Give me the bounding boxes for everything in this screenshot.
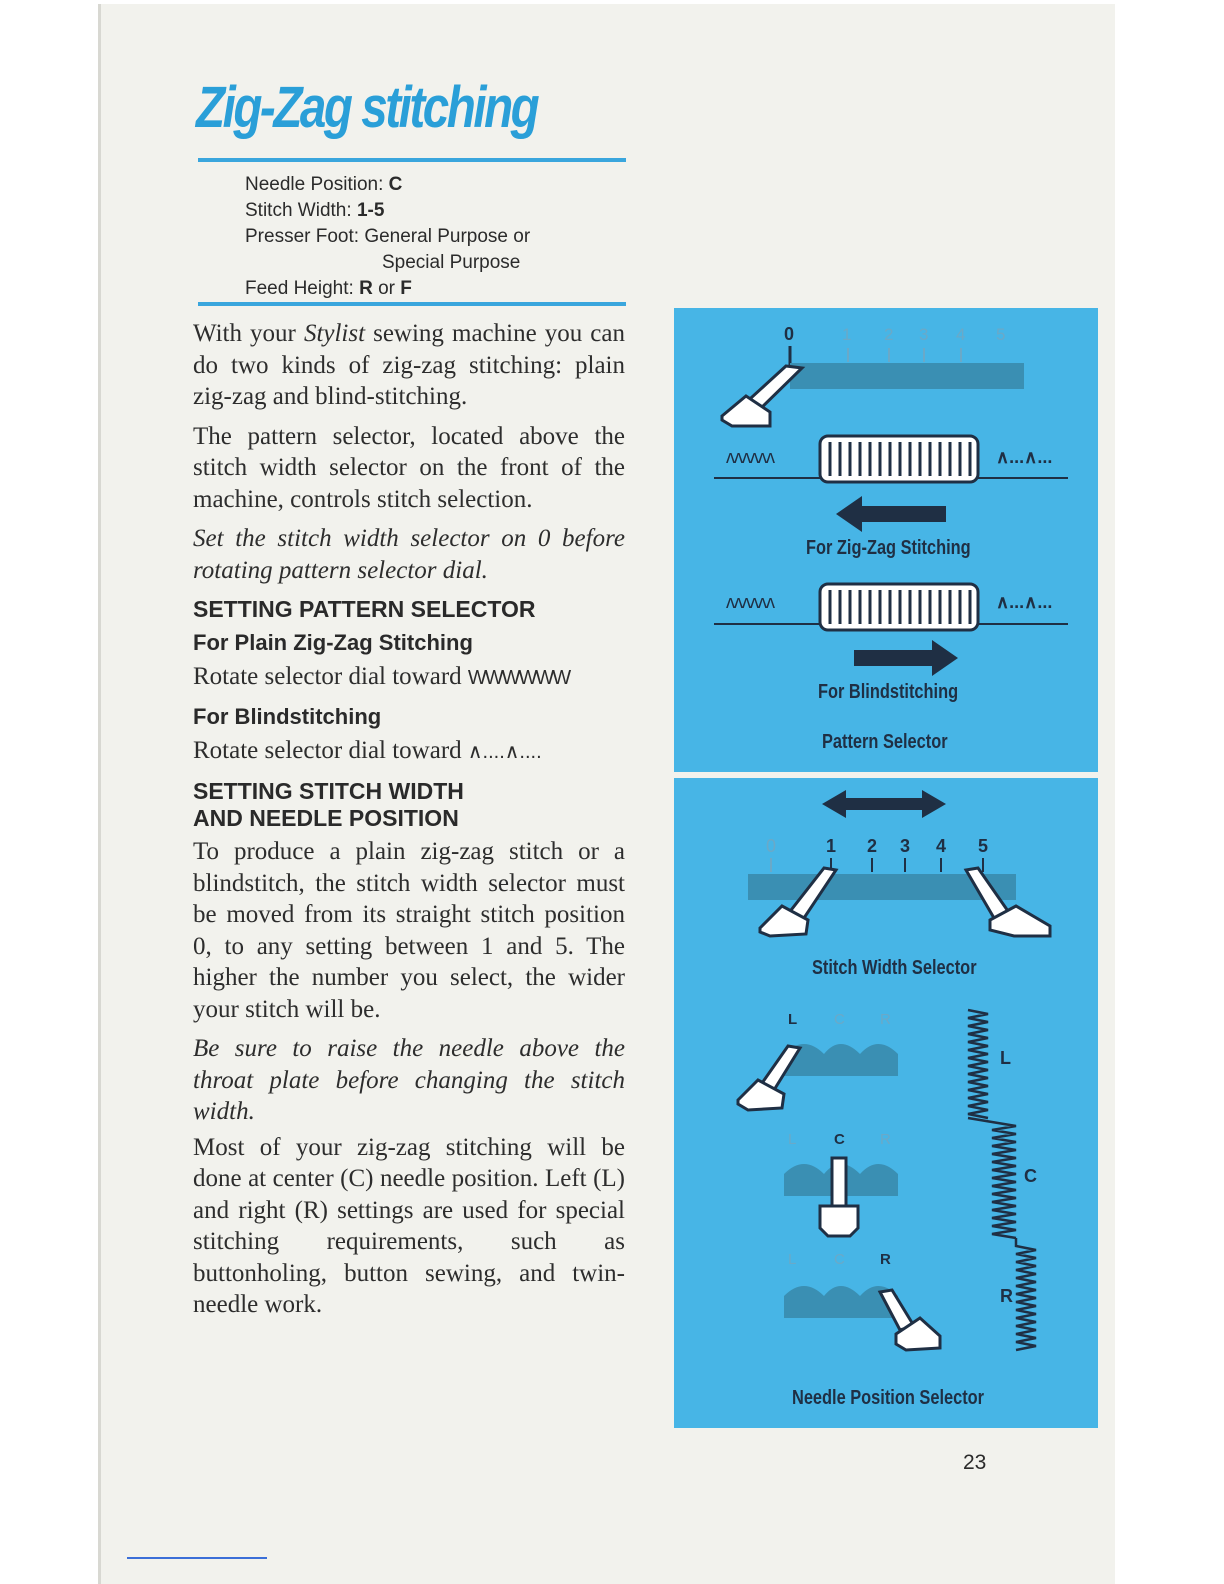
needle-lever-right-icon xyxy=(880,1290,940,1350)
scale-number-5: 5 xyxy=(996,325,1006,344)
presser-foot-row-2: Special Purpose xyxy=(382,252,521,273)
width-number-3: 3 xyxy=(900,836,911,856)
width-note: Set the stitch width selector on 0 before rotating pattern selector dial. xyxy=(193,525,625,584)
arrow-left-icon xyxy=(836,496,946,532)
needle-c-label-1: C xyxy=(834,1011,845,1028)
stitch-sample-label-c: C xyxy=(1024,1166,1037,1186)
page-number: 23 xyxy=(963,1451,987,1474)
settings-rule xyxy=(198,302,626,306)
plain-zigzag-instruction: Rotate selector dial toward WWWWWW xyxy=(193,663,570,690)
title-rule xyxy=(198,158,626,162)
bottom-rule xyxy=(127,1557,267,1559)
scale-number-4: 4 xyxy=(956,325,966,344)
needle-c-label-2: C xyxy=(834,1131,845,1148)
caption-needle-position: Needle Position Selector xyxy=(792,1385,985,1409)
width-number-0: 0 xyxy=(766,836,777,856)
needle-position-row: Needle Position: C xyxy=(245,174,403,195)
stitch-width-figure xyxy=(674,778,1098,1428)
zigzag-symbol: WWWWWW xyxy=(467,667,570,689)
needle-l-label-1: L xyxy=(788,1011,798,1028)
pattern-dial-icon-top xyxy=(820,436,978,482)
stitch-width-row: Stitch Width: 1-5 xyxy=(245,200,385,221)
zigzag-symbol-top: ʌʌʌʌʌʌ xyxy=(726,447,774,467)
scale-number-0: 0 xyxy=(784,324,795,344)
width-needle-diagram xyxy=(674,778,1098,1428)
heading-pattern-selector: SETTING PATTERN SELECTOR xyxy=(193,596,536,622)
presser-foot-row: Presser Foot: General Purpose or xyxy=(245,226,531,247)
stitch-sample-label-l: L xyxy=(1000,1048,1011,1068)
lever-at-zero-icon xyxy=(722,366,802,426)
arrow-right-icon xyxy=(854,640,958,676)
scale-number-3: 3 xyxy=(919,325,929,344)
needle-r-label-1: R xyxy=(880,1011,891,1028)
pattern-selector-figure xyxy=(674,308,1098,772)
double-arrow-icon xyxy=(822,790,946,818)
subheading-blindstitching: For Blindstitching xyxy=(193,703,382,729)
zigzag-symbol-bottom: ʌʌʌʌʌʌ xyxy=(726,592,774,612)
heading-stitch-width: SETTING STITCH WIDTH AND NEEDLE POSITION xyxy=(193,778,464,831)
pattern-selector-diagram xyxy=(674,308,1098,772)
body-text xyxy=(193,318,625,1329)
page-title: Zig-Zag stitching xyxy=(196,75,538,140)
pattern-selector-paragraph: The pattern selector, located above the stitch width selector on the front of the machine, controls stitch selection. xyxy=(193,422,625,513)
needle-lever-left-icon xyxy=(738,1046,800,1110)
needle-r-label-2: R xyxy=(880,1131,891,1148)
feed-height-row: Feed Height: R or F xyxy=(245,278,412,299)
needle-l-label-3: L xyxy=(788,1251,797,1268)
scale-number-1: 1 xyxy=(842,325,852,344)
blindstitch-instruction: Rotate selector dial toward ∧....∧.... xyxy=(193,736,542,764)
caption-zigzag: For Zig-Zag Stitching xyxy=(806,535,971,559)
needle-r-label-3: R xyxy=(880,1251,891,1268)
subheading-plain-zigzag: For Plain Zig-Zag Stitching xyxy=(193,630,473,655)
stitch-sample-label-r: R xyxy=(1000,1286,1013,1306)
needle-c-label-3: C xyxy=(834,1251,845,1268)
caption-pattern-selector: Pattern Selector xyxy=(822,729,948,753)
caption-stitch-width: Stitch Width Selector xyxy=(812,955,977,979)
scale-ticks xyxy=(848,348,961,362)
stitch-width-paragraph: To produce a plain zig-zag stitch or a blindstitch, the stitch width selector must be moved from its straight stitch position 0, to any setting between 1 and 5. The higher the number you select, the wider your stitch will be. xyxy=(193,838,625,1023)
width-number-1: 1 xyxy=(826,836,837,856)
width-number-5: 5 xyxy=(978,836,989,856)
needle-position-paragraph: Most of your zig-zag stitching will be done at center (C) needle position. Left (L) and right (R) settings are used for special stitching requirements, such as buttonholing, button sewing, and twin-needle work. xyxy=(193,1133,625,1318)
caption-blindstitching: For Blindstitching xyxy=(818,679,959,703)
blind-symbol-bottom: ∧...∧... xyxy=(996,592,1053,612)
blindstitch-symbol: ∧....∧.... xyxy=(467,740,542,763)
blind-symbol-top: ∧...∧... xyxy=(996,447,1053,467)
pattern-dial-icon-bottom xyxy=(820,584,978,630)
width-number-4: 4 xyxy=(936,836,947,856)
needle-l-label-2: L xyxy=(788,1131,797,1148)
width-scale-bar xyxy=(790,363,1024,389)
settings-box xyxy=(245,172,530,302)
width-number-2: 2 xyxy=(867,836,878,856)
raise-needle-note: Be sure to raise the needle above the throat plate before changing the stitch width. xyxy=(193,1035,625,1125)
intro-paragraph: With your Stylist sewing machine you can do two kinds of zig-zag stitching: plain zig-zag and blind-stitching. xyxy=(193,320,625,410)
scale-number-2: 2 xyxy=(884,325,894,344)
